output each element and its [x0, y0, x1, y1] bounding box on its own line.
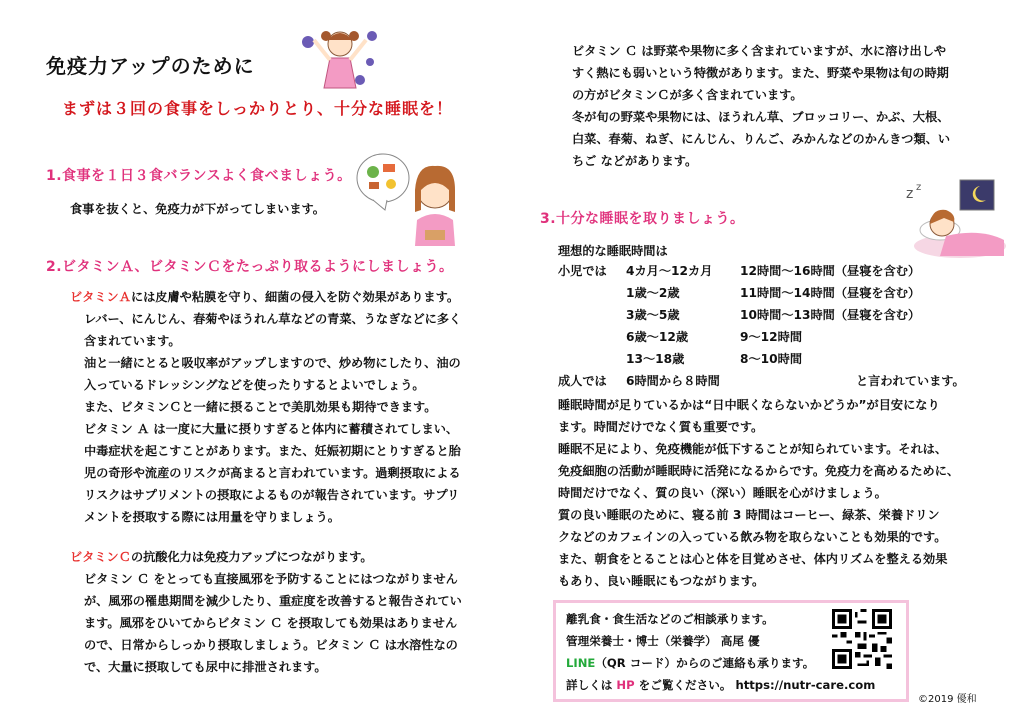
vitamin-c-first-line: の抗酸化力は免疫力アップにつながります。 [130, 550, 373, 564]
sleep-line: 質の良い睡眠のために、寝る前 3 時間はコーヒー、緑茶、栄養ドリン [558, 508, 940, 522]
svg-text:z: z [906, 186, 914, 202]
sleep-age: 13～18歳 [626, 352, 685, 366]
vitamin-a-line: 入っているドレッシングなどを使ったりするとよいでしょう。 [84, 378, 425, 392]
vitamin-a-line: 児の奇形や流産のリスクが高まると言われています。過剰摂取による [84, 466, 461, 480]
vitamin-c-cont-line: ちご などがあります。 [572, 154, 698, 168]
adult-label: 成人では [558, 374, 607, 388]
vitamin-a-line: 中毒症状を起こすことがあります。また、妊娠初期にとりすぎると胎 [84, 444, 461, 458]
qr-code-icon[interactable] [832, 609, 892, 669]
sleep-hours: 12時間～16時間（昼寝を含む） [740, 264, 921, 278]
sleep-age: 3歳～5歳 [626, 308, 680, 322]
website-url[interactable]: をご覧ください。 https://nutr-care.com [634, 678, 876, 692]
vitamin-c-line: で、大量に摂取しても尿中に排泄されます。 [84, 660, 327, 674]
contact-line4: 詳しくは HP をご覧ください。 https://nutr-care.com [566, 678, 876, 692]
sleep-hours: 11時間～14時間（昼寝を含む） [740, 286, 921, 300]
vitamin-a-line: 油と一緒にとると吸収率がアップしますので、炒め物にしたり、油の [84, 356, 461, 370]
hp-link[interactable]: HP [616, 678, 635, 692]
vitamin-c-cont-line: 白菜、春菊、ねぎ、にんじん、りんご、みかんなどのかんきつ類、い [572, 132, 951, 146]
contact-line3: LINE（QR コード）からのご連絡も承ります。 [566, 656, 815, 670]
vitamin-c-line: ので、日常からしっかり摂取しましょう。ビタミン Ｃ は水溶性なの [84, 638, 458, 652]
contact-box [553, 600, 909, 702]
child-label: 小児では [558, 264, 607, 278]
sleep-line: 睡眠時間が足りているかは“日中眠くならないかどうか”が目安になり [558, 398, 940, 412]
section1-text: 食事を抜くと、免疫力が下がってしまいます。 [70, 202, 325, 216]
vitamin-a-line: ビタミン Ａ は一度に大量に摂りすぎると体内に蓄積されてしまい、 [84, 422, 459, 436]
vitamin-a-line: 含まれています。 [84, 334, 181, 348]
vitamin-c-continued [572, 40, 950, 172]
copyright: ©2019 優和 [918, 694, 977, 705]
sleep-hours: 10時間～13時間（昼寝を含む） [740, 308, 921, 322]
vitamin-c-paragraph [70, 546, 462, 678]
sleep-line: また、朝食をとることは心と体を目覚めさせ、体内リズムを整える効果 [558, 552, 948, 566]
vitamin-c-line: が、風邪の罹患期間を減少したり、重症度を改善すると報告されてい [84, 594, 462, 608]
line-link[interactable]: LINE [566, 656, 596, 670]
food-bubble-icon [357, 154, 409, 210]
vitamin-c-label: ビタミンＣ [70, 550, 131, 564]
svg-text:z: z [916, 182, 922, 193]
moon-window-icon [960, 180, 994, 210]
subtitle: まずは３回の食事をしっかりとり、十分な睡眠を！ [62, 99, 454, 118]
sleep-line: 睡眠不足により、免疫機能が低下することが知られています。それは、 [558, 442, 948, 456]
vitamin-c-line: ます。風邪をひいてからビタミン Ｃ を摂取しても効果はありません [84, 616, 458, 630]
section1-heading: 1.食事を１日３食バランスよく食べましょう。 [46, 168, 352, 184]
sleep-line: 免疫細胞の活動が睡眠時に活発になるからです。免疫力を高めるために、 [558, 464, 960, 478]
vitamin-c-cont-line: ビタミン Ｃ は野菜や果物に多く含まれていますが、水に溶け出しや [572, 44, 947, 58]
section2-heading: 2.ビタミンＡ、ビタミンＣをたっぷり取るようにしましょう。 [46, 259, 454, 275]
sleep-line: クなどのカフェインの入っている飲み物を取らないことも効果的です。 [558, 530, 947, 544]
vitamin-a-line: レバー、にんじん、春菊やほうれん草などの青菜、うなぎなどに多く [84, 312, 462, 326]
contact-line2: 管理栄養士・博士（栄養学） 高尾 優 [566, 634, 760, 648]
sleep-line: ます。時間だけでなく質も重要です。 [558, 420, 764, 434]
girl-cheering-icon [300, 22, 380, 94]
sleep-line: 時間だけでなく、質の良い（深い）睡眠を心がけましょう。 [558, 486, 887, 500]
vitamin-a-label: ビタミンＡ [70, 290, 131, 304]
sleep-age: 6歳～12歳 [626, 330, 689, 344]
vitamin-a-line: メントを摂取する際には用量を守りましょう。 [84, 510, 340, 524]
sleeping-person-icon [900, 178, 1006, 260]
vitamin-c-cont-line: すく熱にも弱いという特徴があります。また、野菜や果物は旬の時期 [572, 66, 949, 80]
sleep-paragraph [558, 394, 959, 592]
sleep-hours: 8～10時間 [740, 352, 803, 366]
page-title: 免疫力アップのために [46, 54, 255, 78]
adult-hours: 6時間から８時間 [626, 374, 720, 388]
sleep-age: 4カ月～12カ月 [626, 264, 713, 278]
sleep-line: もあり、良い睡眠にもつながります。 [558, 574, 765, 588]
sleep-intro: 理想的な睡眠時間は [558, 244, 668, 258]
adult-suffix: と言われています。 [856, 374, 965, 388]
sleep-age: 1歳～2歳 [626, 286, 680, 300]
vitamin-c-cont-line: の方がビタミンＣが多く含まれています。 [572, 88, 803, 102]
contact-line1: 離乳食・食生活などのご相談承ります。 [566, 612, 774, 626]
vitamin-a-line: また、ビタミンＣと一緒に摂ることで美肌効果も期待できます。 [84, 400, 437, 414]
section3-heading: 3.十分な睡眠を取りましょう。 [540, 211, 745, 227]
sleep-hours: 9～12時間 [740, 330, 803, 344]
vitamin-a-line: リスクはサプリメントの摂取によるものが報告されています。サプリ [84, 488, 460, 502]
girl-eating-icon [355, 150, 467, 246]
vitamin-c-cont-line: 冬が旬の野菜や果物には、ほうれん草、ブロッコリー、かぶ、大根、 [572, 110, 950, 124]
vitamin-a-first-line: には皮膚や粘膜を守り、細菌の侵入を防ぐ効果があります。 [130, 290, 460, 304]
vitamin-a-paragraph [70, 286, 461, 528]
vitamin-c-line: ビタミン Ｃ をとっても直接風邪を予防することにはつながりません [84, 572, 458, 586]
